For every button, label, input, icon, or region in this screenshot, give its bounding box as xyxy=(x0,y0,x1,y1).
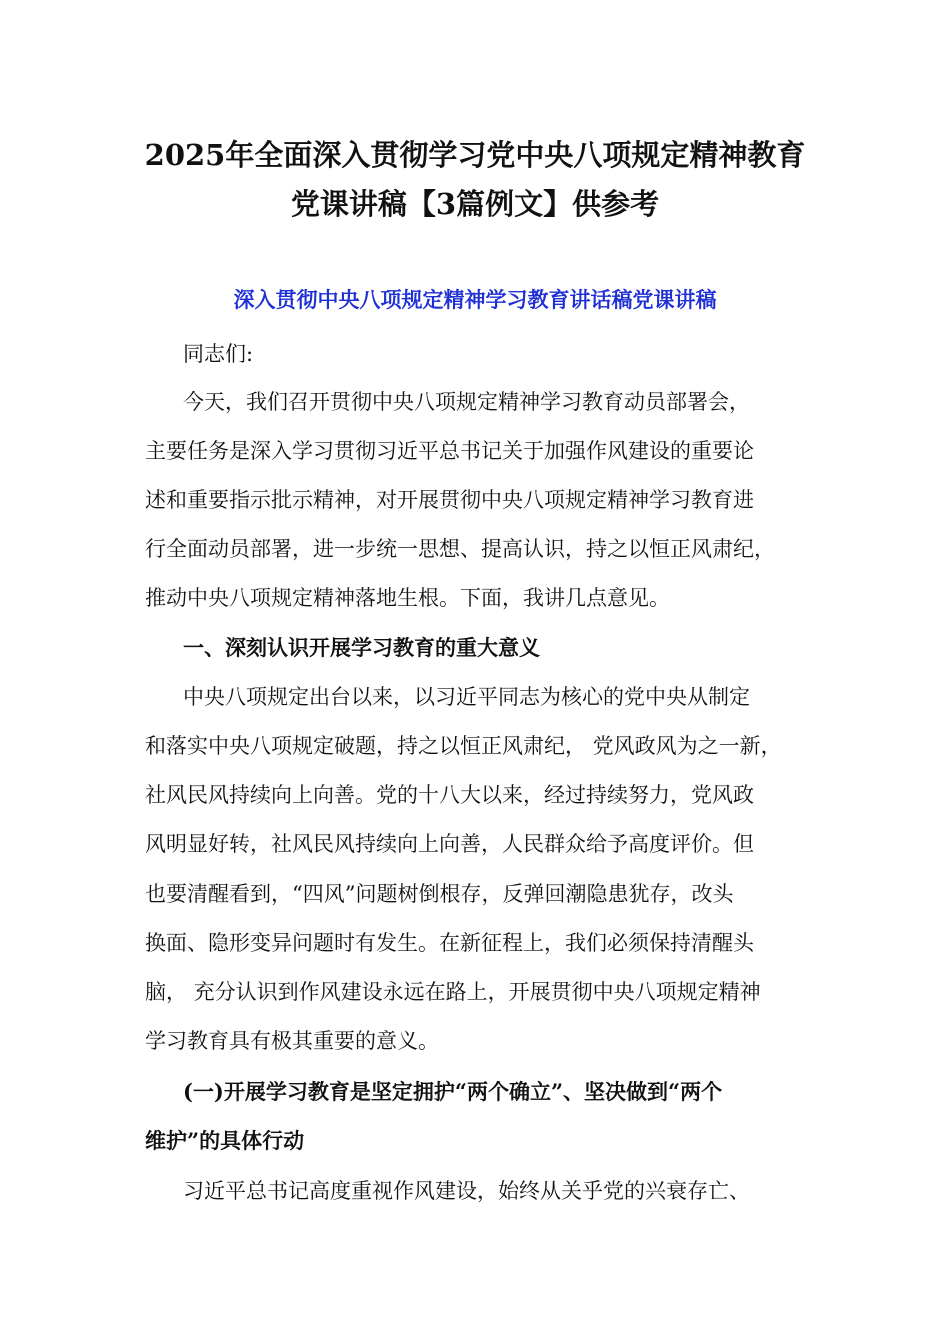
body-line: 今天，我们召开贯彻中央八项规定精神学习教育动员部署会， xyxy=(183,390,750,414)
body-line: 换面、隐形变异问题时有发生。在新征程上，我们必须保持清醒头 xyxy=(145,931,754,955)
body-line: 社风民风持续向上向善。党的十八大以来，经过持续努力，党风政 xyxy=(145,783,754,807)
document-title-line-1: 2025年全面深入贯彻学习党中央八项规定精神教育 xyxy=(144,138,806,172)
body-line: 风明显好转，社风民风持续向上向善，人民群众给予高度评价。但 xyxy=(145,832,754,856)
body-line: 推动中央八项规定精神落地生根。下面，我讲几点意见。 xyxy=(145,586,670,610)
body-line: 也要清醒看到，“四风”问题树倒根存，反弹回潮隐患犹存，改头 xyxy=(145,882,734,906)
salutation: 同志们: xyxy=(183,342,254,366)
body-line: 行全面动员部署，进一步统一思想、提高认识，持之以恒正风肃纪， xyxy=(145,537,775,561)
body-line: 和落实中央八项规定破题，持之以恒正风肃纪， 党风政风为之一新， xyxy=(145,734,782,758)
section-heading-1: 一、深刻认识开展学习教育的重大意义 xyxy=(183,635,540,660)
body-line: 脑， 充分认识到作风建设永远在路上，开展贯彻中央八项规定精神 xyxy=(145,980,761,1004)
article-subtitle: 深入贯彻中央八项规定精神学习教育讲话稿党课讲稿 xyxy=(233,287,717,312)
body-line: 习近平总书记高度重视作风建设，始终从关乎党的兴衰存亡、 xyxy=(183,1179,750,1203)
body-line: 中央八项规定出台以来，以习近平同志为核心的党中央从制定 xyxy=(183,685,750,709)
body-line: 学习教育具有极其重要的意义。 xyxy=(145,1029,439,1053)
subsection-heading-1: (一)开展学习教育是坚定拥护“两个确立”、坚决做到“两个 xyxy=(183,1079,723,1104)
body-line: 主要任务是深入学习贯彻习近平总书记关于加强作风建设的重要论 xyxy=(145,439,754,463)
document-title-line-2: 党课讲稿【3篇例文】供参考 xyxy=(290,187,660,221)
body-line: 述和重要指示批示精神，对开展贯彻中央八项规定精神学习教育进 xyxy=(145,488,754,512)
subsection-heading-1-cont: 维护”的具体行动 xyxy=(145,1128,305,1153)
